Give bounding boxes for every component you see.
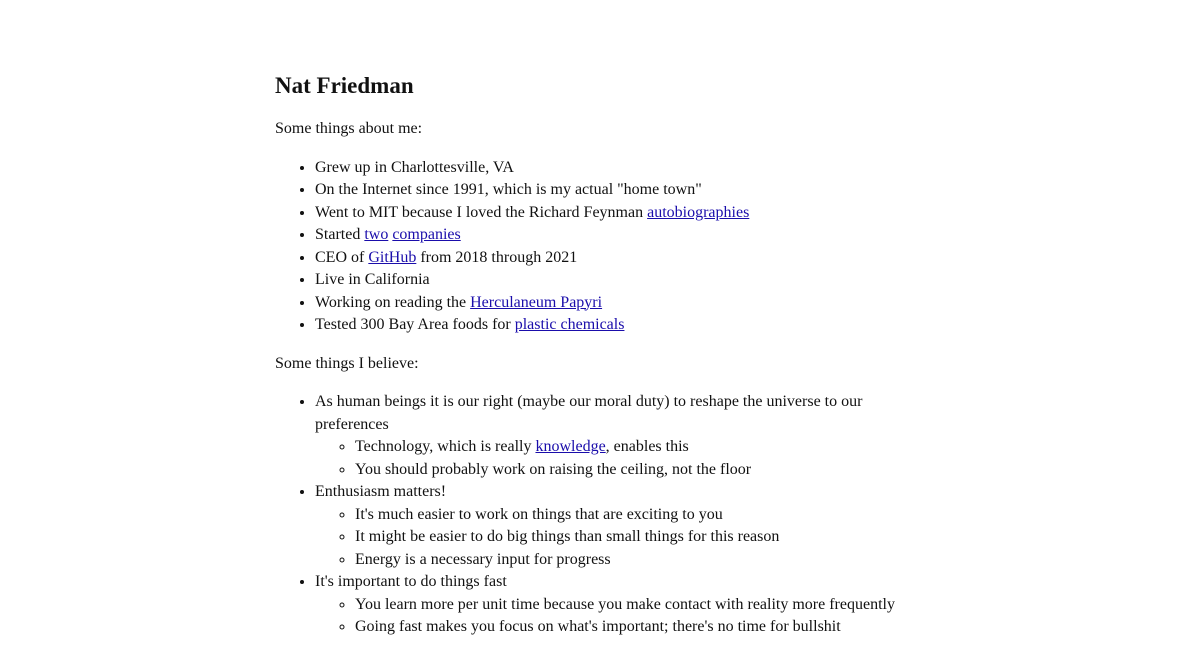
list-item	[315, 202, 915, 225]
list-item-text: You learn more per unit time because you make contact with reality more frequently	[355, 595, 895, 613]
sub-list-item	[355, 549, 915, 572]
list-item	[315, 269, 915, 292]
sub-list-item	[355, 504, 915, 527]
page-title: Nat Friedman	[275, 73, 414, 98]
knowledge-link[interactable]: knowledge	[535, 438, 606, 455]
sub-list-item	[355, 436, 915, 459]
list-item-text: Live in California	[315, 271, 430, 288]
list-item	[315, 247, 915, 270]
list-item-text: It's important to do things fast	[315, 573, 507, 590]
believe-heading: Some things I believe:	[275, 354, 419, 372]
list-item-text: Started	[315, 226, 365, 243]
beliefs-list	[275, 391, 915, 639]
sub-list	[315, 436, 915, 481]
list-item-text: Technology, which is really	[355, 438, 536, 455]
about-list	[275, 157, 915, 337]
sub-list-item	[355, 459, 915, 482]
list-item	[315, 179, 915, 202]
list-item	[315, 391, 915, 481]
list-item-text: Energy is a necessary input for progress	[355, 550, 611, 568]
list-item-text: It's much easier to work on things that are exciting to you	[355, 505, 723, 523]
list-item	[315, 157, 915, 180]
list-item-text: On the Internet since 1991, which is my actual "home town"	[315, 181, 702, 198]
list-item	[315, 292, 915, 315]
sub-list	[315, 504, 915, 572]
page-content	[275, 70, 915, 655]
list-item-text: Going fast makes you focus on what's important; there's no time for bullshit	[355, 618, 841, 635]
sub-list-item	[355, 526, 915, 549]
list-item-text: It might be easier to do big things than small things for this reason	[355, 528, 780, 545]
list-item-text: CEO of	[315, 248, 369, 266]
plastic-chemicals-link[interactable]: plastic chemicals	[514, 316, 625, 333]
list-item-text: Tested 300 Bay Area foods for	[315, 316, 515, 333]
list-item-text: You should probably work on raising the ceiling, not the floor	[355, 460, 752, 478]
autobiographies-link[interactable]: autobiographies	[647, 203, 750, 221]
sub-list-item	[355, 616, 915, 639]
herculaneum-papyri-link[interactable]: Herculaneum Papyri	[470, 293, 603, 311]
github-link[interactable]: GitHub	[368, 248, 417, 266]
companies-link[interactable]: companies	[392, 226, 461, 243]
list-item-text: Went to MIT because I loved the Richard Feynman	[315, 203, 648, 221]
list-item	[315, 224, 915, 247]
list-item-text: As human beings it is our right (maybe our moral duty) to reshape the universe to our preferences	[315, 393, 863, 433]
list-item	[315, 314, 915, 337]
sub-list-item	[355, 594, 915, 617]
list-item-text: Grew up in Charlottesville, VA	[315, 158, 514, 176]
about-heading: Some things about me:	[275, 120, 423, 137]
list-item	[315, 481, 915, 571]
list-item-text: , enables this	[605, 438, 689, 455]
sub-list	[315, 594, 915, 639]
list-item-text: from 2018 through 2021	[416, 248, 578, 266]
list-item	[315, 571, 915, 639]
list-item-text: Working on reading the	[315, 293, 471, 311]
two-link[interactable]: two	[364, 226, 389, 243]
list-item-text: Enthusiasm matters!	[315, 483, 447, 500]
